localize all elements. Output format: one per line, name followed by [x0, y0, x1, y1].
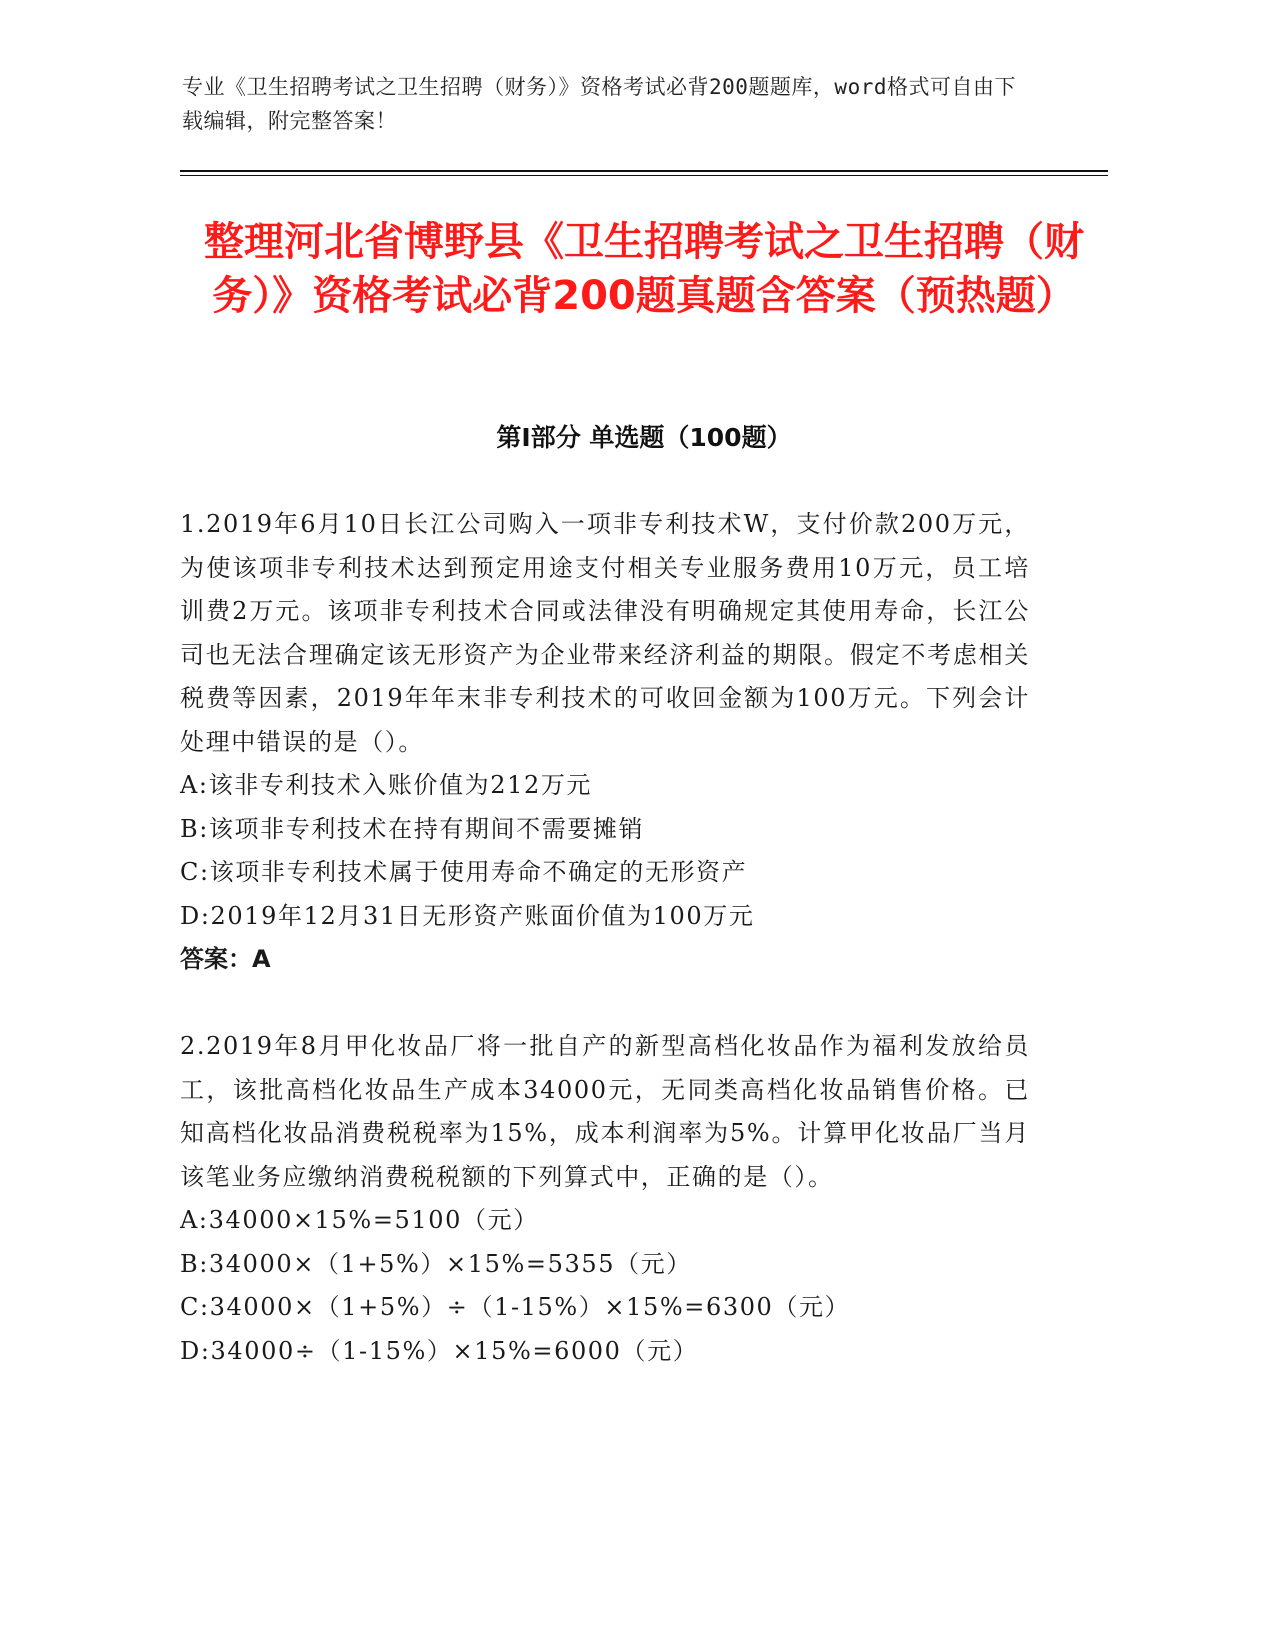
- option-b: B:该项非专利技术在持有期间不需要摊销: [180, 814, 645, 843]
- option-a: A:该非专利技术入账价值为212万元: [180, 771, 593, 799]
- header-note: 专业《卫生招聘考试之卫生招聘（财务）》资格考试必背200题题库，word格式可自由下载编辑，附完整答案！: [182, 75, 1016, 133]
- question-1: [180, 503, 1030, 982]
- option-d: D:34000÷（1-15%）×15%=6000（元）: [180, 1336, 699, 1365]
- header-divider-thin: [180, 175, 1108, 176]
- option-c: C:34000×（1+5%）÷（1-15%）×15%=6300（元）: [180, 1293, 851, 1321]
- section-title: 第I部分 单选题（100题）: [496, 423, 792, 452]
- option-a: A:34000×15%=5100（元）: [180, 1206, 539, 1234]
- option-b: B:34000×（1+5%）×15%=5355（元）: [180, 1249, 692, 1278]
- answer: 答案：A: [180, 945, 271, 973]
- question-2: [180, 1025, 1030, 1373]
- question-stem: 2.2019年8月甲化妆品厂将一批自产的新型高档化妆品作为福利发放给员工，该批高档化妆品生产成本34000元，无同类高档化妆品销售价格。已知高档化妆品消费税税率为15%，成本利润率为5%。计算甲化妆品厂当月该笔业务应缴纳消费税税额的下列算式中，正确的是（）。: [180, 1032, 1030, 1191]
- option-d: D:2019年12月31日无形资产账面价值为100万元: [180, 901, 755, 930]
- header-divider-thick: [180, 170, 1108, 172]
- option-c: C:该项非专利技术属于使用寿命不确定的无形资产: [180, 858, 748, 886]
- question-stem: 1.2019年6月10日长江公司购入一项非专利技术W，支付价款200万元，为使该项非专利技术达到预定用途支付相关专业服务费用10万元，员工培训费2万元。该项非专利技术合同或法律没有明确规定其使用寿命，长江公司也无法合理确定该无形资产为企业带来经济利益的期限。假定不考虑相关税费等因素，2019年年末非专利技术的可收回金额为100万元。下列会计处理中错误的是（）。: [180, 510, 1030, 756]
- document-title: 整理河北省博野县《卫生招聘考试之卫生招聘（财务）》资格考试必背200题真题含答案（预热题）: [204, 219, 1084, 319]
